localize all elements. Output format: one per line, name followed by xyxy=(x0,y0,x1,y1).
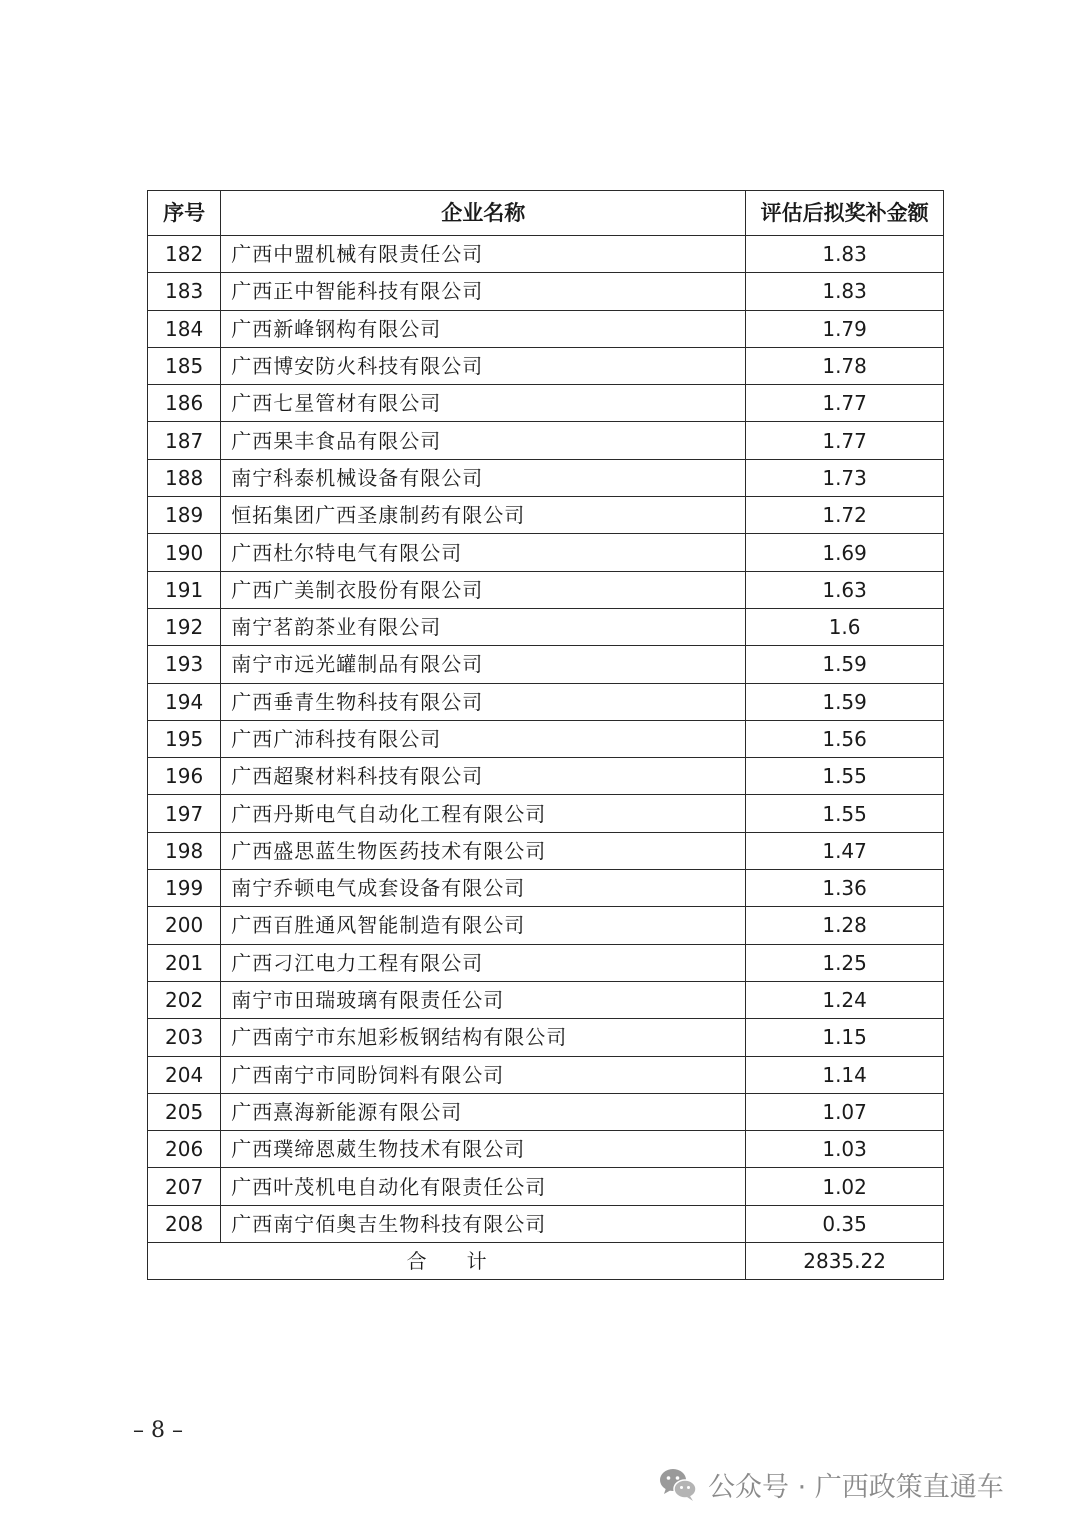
table-row xyxy=(148,683,944,720)
award-amount-cell: 1.59 xyxy=(746,683,944,720)
table-row xyxy=(148,1131,944,1168)
serial-number-cell: 199 xyxy=(148,870,221,907)
table-row xyxy=(148,870,944,907)
company-name-cell: 广西熹海新能源有限公司 xyxy=(221,1093,746,1130)
company-name-cell: 广西百胜通风智能制造有限公司 xyxy=(221,907,746,944)
table-row xyxy=(148,981,944,1018)
table-row xyxy=(148,534,944,571)
serial-number-cell: 184 xyxy=(148,310,221,347)
company-name-cell: 广西果丰食品有限公司 xyxy=(221,422,746,459)
company-name-cell: 广西博安防火科技有限公司 xyxy=(221,347,746,384)
serial-number-cell: 197 xyxy=(148,795,221,832)
company-name-cell: 广西广美制衣股份有限公司 xyxy=(221,571,746,608)
award-amount-cell: 1.14 xyxy=(746,1056,944,1093)
award-amount-cell: 1.15 xyxy=(746,1019,944,1056)
page-number: – 8 – xyxy=(133,1418,183,1443)
serial-number-cell: 191 xyxy=(148,571,221,608)
award-amount-cell: 1.83 xyxy=(746,236,944,273)
award-amount-cell: 1.79 xyxy=(746,310,944,347)
table-row xyxy=(148,1205,944,1242)
serial-number-cell: 200 xyxy=(148,907,221,944)
company-name-cell: 广西正中智能科技有限公司 xyxy=(221,273,746,310)
company-name-cell: 南宁市田瑞玻璃有限责任公司 xyxy=(221,981,746,1018)
table-row xyxy=(148,1019,944,1056)
award-amount-cell: 1.73 xyxy=(746,459,944,496)
serial-number-cell: 190 xyxy=(148,534,221,571)
serial-number-cell: 189 xyxy=(148,497,221,534)
table-row xyxy=(148,571,944,608)
serial-number-cell: 183 xyxy=(148,273,221,310)
company-name-cell: 广西中盟机械有限责任公司 xyxy=(221,236,746,273)
serial-number-cell: 203 xyxy=(148,1019,221,1056)
company-name-cell: 广西璞缔恩葳生物技术有限公司 xyxy=(221,1131,746,1168)
total-label: 合计 xyxy=(148,1243,746,1280)
serial-number-cell: 205 xyxy=(148,1093,221,1130)
table-row xyxy=(148,459,944,496)
award-amount-cell: 1.56 xyxy=(746,720,944,757)
serial-number-cell: 187 xyxy=(148,422,221,459)
serial-number-cell: 193 xyxy=(148,646,221,683)
award-amount-cell: 1.83 xyxy=(746,273,944,310)
award-amount-cell: 1.24 xyxy=(746,981,944,1018)
header-company-name: 企业名称 xyxy=(221,191,746,236)
table-row xyxy=(148,720,944,757)
serial-number-cell: 182 xyxy=(148,236,221,273)
watermark xyxy=(658,1464,1004,1504)
table-body xyxy=(148,236,944,1243)
table-row xyxy=(148,236,944,273)
award-amount-cell: 1.6 xyxy=(746,608,944,645)
table-row xyxy=(148,608,944,645)
award-amount-cell: 1.77 xyxy=(746,422,944,459)
company-name-cell: 广西南宁佰奥吉生物科技有限公司 xyxy=(221,1205,746,1242)
company-name-cell: 广西广沛科技有限公司 xyxy=(221,720,746,757)
award-amount-cell: 1.07 xyxy=(746,1093,944,1130)
table-row xyxy=(148,422,944,459)
award-amount-cell: 1.36 xyxy=(746,870,944,907)
company-name-cell: 广西南宁市同盼饲料有限公司 xyxy=(221,1056,746,1093)
total-row xyxy=(148,1243,944,1280)
award-table xyxy=(147,190,944,1280)
serial-number-cell: 204 xyxy=(148,1056,221,1093)
award-amount-cell: 1.55 xyxy=(746,758,944,795)
table-row xyxy=(148,795,944,832)
table-row xyxy=(148,310,944,347)
company-name-cell: 南宁市远光罐制品有限公司 xyxy=(221,646,746,683)
serial-number-cell: 206 xyxy=(148,1131,221,1168)
table-row xyxy=(148,497,944,534)
table-row xyxy=(148,1056,944,1093)
company-name-cell: 广西刁江电力工程有限公司 xyxy=(221,944,746,981)
table-row xyxy=(148,273,944,310)
company-name-cell: 广西南宁市东旭彩板钢结构有限公司 xyxy=(221,1019,746,1056)
serial-number-cell: 201 xyxy=(148,944,221,981)
watermark-text: 公众号 · 广西政策直通车 xyxy=(708,1471,1004,1503)
serial-number-cell: 194 xyxy=(148,683,221,720)
company-name-cell: 南宁茗韵茶业有限公司 xyxy=(221,608,746,645)
company-name-cell: 广西杜尔特电气有限公司 xyxy=(221,534,746,571)
serial-number-cell: 188 xyxy=(148,459,221,496)
award-amount-cell: 1.69 xyxy=(746,534,944,571)
award-amount-cell: 1.47 xyxy=(746,832,944,869)
company-name-cell: 广西叶茂机电自动化有限责任公司 xyxy=(221,1168,746,1205)
company-name-cell: 南宁乔顿电气成套设备有限公司 xyxy=(221,870,746,907)
table-header-row xyxy=(148,191,944,236)
table-row xyxy=(148,646,944,683)
serial-number-cell: 195 xyxy=(148,720,221,757)
table-row xyxy=(148,907,944,944)
company-name-cell: 广西丹斯电气自动化工程有限公司 xyxy=(221,795,746,832)
table-row xyxy=(148,1093,944,1130)
table-row xyxy=(148,758,944,795)
company-name-cell: 广西超聚材料科技有限公司 xyxy=(221,758,746,795)
award-amount-cell: 1.02 xyxy=(746,1168,944,1205)
serial-number-cell: 185 xyxy=(148,347,221,384)
award-amount-cell: 1.77 xyxy=(746,385,944,422)
award-amount-cell: 0.35 xyxy=(746,1205,944,1242)
serial-number-cell: 196 xyxy=(148,758,221,795)
table-row xyxy=(148,1168,944,1205)
wechat-icon xyxy=(658,1466,698,1502)
award-amount-cell: 1.55 xyxy=(746,795,944,832)
table-row xyxy=(148,347,944,384)
serial-number-cell: 192 xyxy=(148,608,221,645)
award-amount-cell: 1.72 xyxy=(746,497,944,534)
company-name-cell: 南宁科泰机械设备有限公司 xyxy=(221,459,746,496)
table-row xyxy=(148,944,944,981)
award-amount-cell: 1.03 xyxy=(746,1131,944,1168)
serial-number-cell: 198 xyxy=(148,832,221,869)
table-row xyxy=(148,832,944,869)
company-name-cell: 广西盛思蓝生物医药技术有限公司 xyxy=(221,832,746,869)
header-serial-number: 序号 xyxy=(148,191,221,236)
company-name-cell: 恒拓集团广西圣康制药有限公司 xyxy=(221,497,746,534)
header-award-amount: 评估后拟奖补金额 xyxy=(746,191,944,236)
award-amount-cell: 1.25 xyxy=(746,944,944,981)
table-row xyxy=(148,385,944,422)
serial-number-cell: 202 xyxy=(148,981,221,1018)
total-amount: 2835.22 xyxy=(746,1243,944,1280)
award-amount-cell: 1.59 xyxy=(746,646,944,683)
serial-number-cell: 208 xyxy=(148,1205,221,1242)
company-name-cell: 广西垂青生物科技有限公司 xyxy=(221,683,746,720)
serial-number-cell: 207 xyxy=(148,1168,221,1205)
award-amount-cell: 1.28 xyxy=(746,907,944,944)
serial-number-cell: 186 xyxy=(148,385,221,422)
award-amount-cell: 1.78 xyxy=(746,347,944,384)
company-name-cell: 广西七星管材有限公司 xyxy=(221,385,746,422)
company-name-cell: 广西新峰钢构有限公司 xyxy=(221,310,746,347)
award-amount-cell: 1.63 xyxy=(746,571,944,608)
